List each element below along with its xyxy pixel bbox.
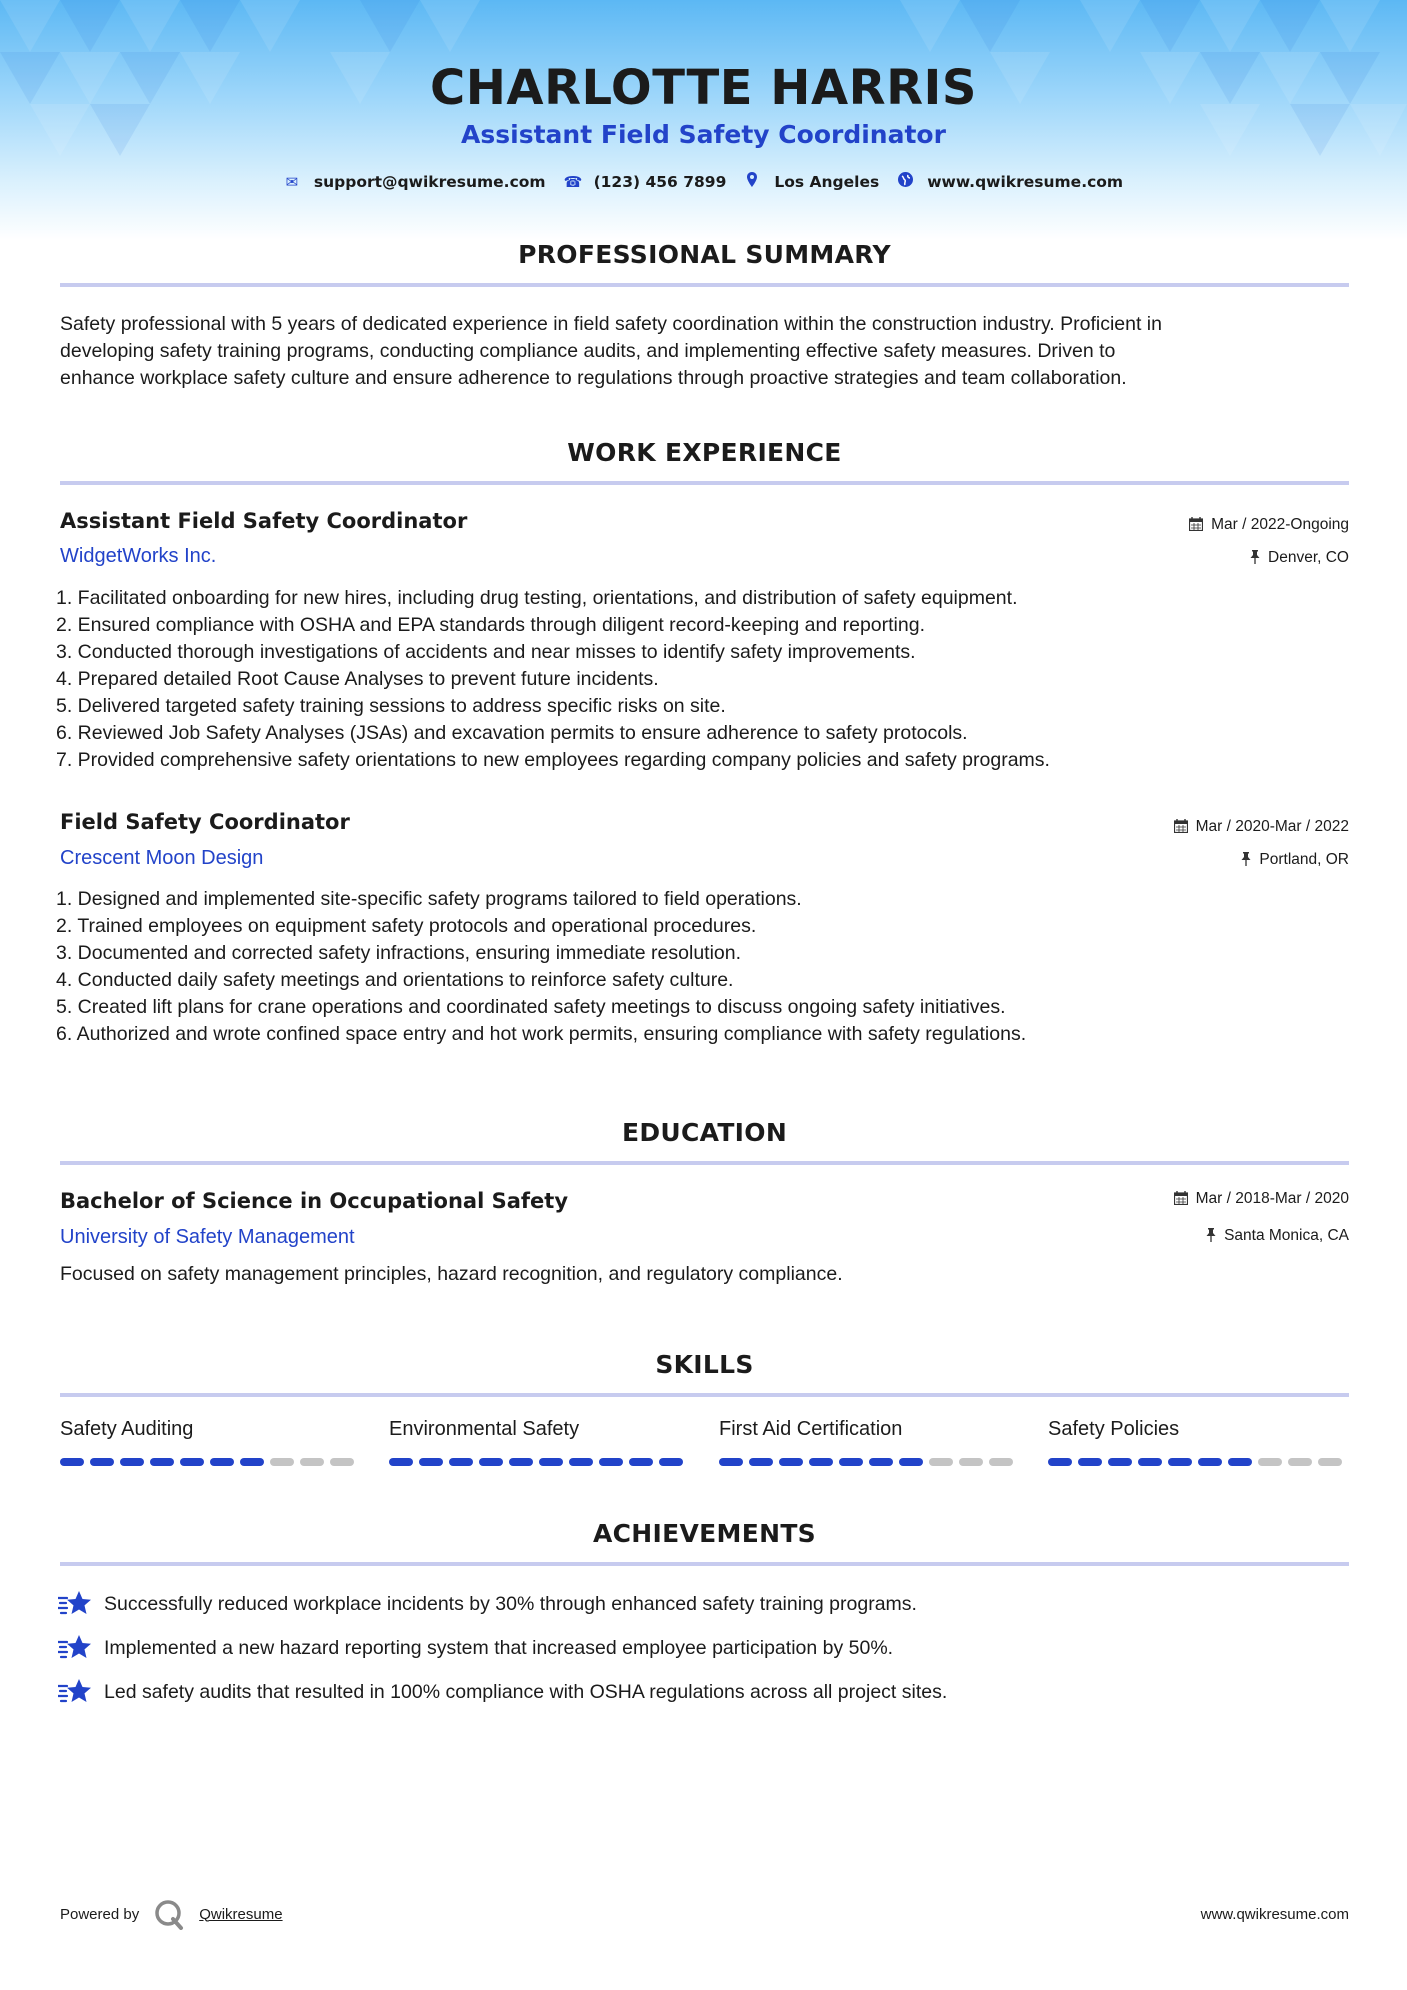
education-description: Focused on safety management principles, hazard recognition, and regulatory compliance.: [60, 1263, 843, 1285]
qwikresume-logo-icon: [153, 1898, 185, 1930]
skill-level-bar: [1048, 1458, 1348, 1466]
skill-item: [1048, 1418, 1348, 1466]
job-bullets: [56, 886, 1346, 1048]
map-pin-icon: [744, 172, 760, 191]
skill-segment-empty: [929, 1458, 953, 1466]
skill-name: Safety Policies: [1048, 1418, 1180, 1440]
summary-text: [60, 311, 1349, 392]
skill-name: Safety Auditing: [60, 1418, 194, 1440]
skill-segment-filled: [1168, 1458, 1192, 1466]
section-divider: [60, 481, 1349, 485]
skill-segment-filled: [1108, 1458, 1132, 1466]
skill-level-bar: [389, 1458, 689, 1466]
dates-text: Mar / 2020-Mar / 2022: [1195, 818, 1349, 835]
job-bullets: [56, 585, 1346, 774]
skill-segment-empty: [300, 1458, 324, 1466]
skill-item: [60, 1418, 360, 1466]
skill-segment-filled: [629, 1458, 653, 1466]
skill-segment-filled: [1138, 1458, 1162, 1466]
pushpin-icon: [1250, 550, 1260, 567]
list-item: 1. Designed and implemented site-specific safety programs tailored to field operations.: [56, 888, 802, 910]
summary-line: Safety professional with 5 years of dedicated experience in field safety coordination within the construction industry. Proficient in: [60, 313, 1162, 335]
phone-text: (123) 456 7899: [593, 172, 727, 191]
skill-segment-empty: [1288, 1458, 1312, 1466]
skill-segment-filled: [1198, 1458, 1222, 1466]
list-item: 5. Created lift plans for crane operations and coordinated safety meetings to discuss ongoing safety initiatives.: [56, 996, 1006, 1018]
list-item: 5. Delivered targeted safety training sessions to address specific risks on site.: [56, 695, 726, 717]
contact-email[interactable]: [284, 173, 546, 191]
skill-segment-filled: [599, 1458, 623, 1466]
achievement-text: Successfully reduced workplace incidents by 30% through enhanced safety training programs.: [104, 1592, 917, 1615]
education-location: [1206, 1227, 1349, 1245]
skill-segment-filled: [479, 1458, 503, 1466]
qwikresume-link[interactable]: Qwikresume: [199, 1905, 283, 1923]
list-item: 3. Documented and corrected safety infractions, ensuring immediate resolution.: [56, 942, 742, 964]
education-section-title: EDUCATION: [621, 1118, 788, 1147]
list-item: 4. Prepared detailed Root Cause Analyses to prevent future incidents.: [56, 668, 659, 690]
list-item: 1. Facilitated onboarding for new hires, including drug testing, orientations, and distribution of safety equipment.: [56, 587, 1018, 609]
job-dates: [1174, 818, 1349, 836]
skill-segment-empty: [1318, 1458, 1342, 1466]
skill-segment-empty: [959, 1458, 983, 1466]
skill-segment-filled: [809, 1458, 833, 1466]
skill-segment-empty: [330, 1458, 354, 1466]
skill-segment-filled: [240, 1458, 264, 1466]
skill-name: First Aid Certification: [719, 1418, 903, 1440]
skill-segment-filled: [60, 1458, 84, 1466]
list-item: 3. Conducted thorough investigations of accidents and near misses to identify safety improvements.: [56, 641, 916, 663]
list-item: 4. Conducted daily safety meetings and orientations to reinforce safety culture.: [56, 969, 734, 991]
skill-segment-filled: [719, 1458, 743, 1466]
skill-segment-filled: [150, 1458, 174, 1466]
candidate-role: Assistant Field Safety Coordinator: [461, 120, 946, 149]
location-text: Los Angeles: [774, 172, 880, 191]
degree-title: Bachelor of Science in Occupational Safety: [60, 1189, 569, 1213]
skill-segment-filled: [1048, 1458, 1072, 1466]
skill-segment-filled: [839, 1458, 863, 1466]
list-item: 6. Reviewed Job Safety Analyses (JSAs) and excavation permits to ensure adherence to safety protocols.: [56, 722, 968, 744]
dates-text: Mar / 2022-Ongoing: [1211, 516, 1349, 533]
summary-line: developing safety training programs, conducting compliance audits, and implementing effective safety measures. Driven to: [60, 340, 1116, 362]
achievements-section-title: ACHIEVEMENTS: [593, 1519, 816, 1548]
section-divider: [60, 1393, 1349, 1397]
skill-segment-filled: [419, 1458, 443, 1466]
list-item: 2. Ensured compliance with OSHA and EPA standards through diligent record-keeping and reporting.: [56, 614, 925, 636]
contact-phone[interactable]: [564, 173, 727, 191]
job-dates: [1189, 516, 1349, 534]
calendar-icon: [1189, 517, 1203, 534]
skill-segment-filled: [449, 1458, 473, 1466]
star-icon: [58, 1677, 92, 1707]
contact-location: [744, 172, 879, 191]
email-text: support@qwikresume.com: [313, 172, 546, 191]
skill-segment-filled: [389, 1458, 413, 1466]
skill-segment-filled: [779, 1458, 803, 1466]
list-item: 6. Authorized and wrote confined space entry and hot work permits, ensuring compliance with safety regulations.: [56, 1023, 1027, 1045]
experience-section-title: WORK EXPERIENCE: [567, 438, 842, 467]
star-icon: [58, 1589, 92, 1619]
skill-segment-filled: [180, 1458, 204, 1466]
education-dates: [1174, 1190, 1349, 1208]
achievement-text: Implemented a new hazard reporting system that increased employee participation by 50%.: [104, 1636, 894, 1659]
section-divider: [60, 283, 1349, 287]
achievement-item: [58, 1589, 917, 1619]
job-title: Assistant Field Safety Coordinator: [60, 509, 468, 533]
contact-website[interactable]: [897, 172, 1123, 191]
skill-segment-filled: [869, 1458, 893, 1466]
dates-text: Mar / 2018-Mar / 2020: [1195, 1190, 1349, 1207]
skill-name: Environmental Safety: [389, 1418, 580, 1440]
location-text: Denver, CO: [1268, 549, 1349, 566]
skill-segment-filled: [90, 1458, 114, 1466]
skill-segment-filled: [899, 1458, 923, 1466]
skill-segment-empty: [1258, 1458, 1282, 1466]
skill-segment-empty: [270, 1458, 294, 1466]
skill-segment-filled: [1228, 1458, 1252, 1466]
list-item: 2. Trained employees on equipment safety protocols and operational procedures.: [56, 915, 757, 937]
website-text: www.qwikresume.com: [927, 172, 1124, 191]
job-title: Field Safety Coordinator: [60, 810, 350, 834]
section-divider: [60, 1562, 1349, 1566]
summary-section-title: PROFESSIONAL SUMMARY: [518, 240, 891, 269]
skill-segment-filled: [210, 1458, 234, 1466]
achievement-item: [58, 1677, 947, 1707]
contact-bar: [0, 172, 1407, 191]
job-location: [1250, 549, 1349, 567]
calendar-icon: [1174, 819, 1188, 836]
pushpin-icon: [1241, 852, 1251, 869]
calendar-icon: [1174, 1191, 1188, 1208]
skills-section-title: SKILLS: [655, 1350, 754, 1379]
skill-level-bar: [60, 1458, 360, 1466]
footer-powered-by: [60, 1898, 283, 1930]
skill-segment-empty: [989, 1458, 1013, 1466]
phone-icon: ☎: [563, 172, 583, 191]
section-divider: [60, 1161, 1349, 1165]
skill-item: [389, 1418, 689, 1466]
school-name[interactable]: University of Safety Management: [60, 1226, 355, 1248]
footer-website[interactable]: www.qwikresume.com: [1200, 1906, 1349, 1923]
star-icon: [58, 1633, 92, 1663]
pushpin-icon: [1206, 1228, 1216, 1245]
skill-segment-filled: [120, 1458, 144, 1466]
envelope-icon: ✉: [285, 172, 299, 191]
skill-level-bar: [719, 1458, 1019, 1466]
skill-segment-filled: [569, 1458, 593, 1466]
company-name[interactable]: Crescent Moon Design: [60, 847, 264, 869]
skill-item: [719, 1418, 1019, 1466]
globe-icon: [897, 172, 913, 191]
location-text: Portland, OR: [1259, 851, 1349, 868]
skill-segment-filled: [1078, 1458, 1102, 1466]
summary-line: enhance workplace safety culture and ensure adherence to regulations through proactive strategies and team collaboration.: [60, 367, 1127, 389]
achievement-item: [58, 1633, 893, 1663]
skill-segment-filled: [539, 1458, 563, 1466]
resume-header: [0, 0, 1407, 240]
powered-by-label: Powered by: [60, 1905, 140, 1923]
skill-segment-filled: [659, 1458, 683, 1466]
achievement-text: Led safety audits that resulted in 100% compliance with OSHA regulations across all project sites.: [104, 1680, 948, 1703]
skill-segment-filled: [749, 1458, 773, 1466]
skill-segment-filled: [509, 1458, 533, 1466]
location-text: Santa Monica, CA: [1224, 1227, 1349, 1244]
list-item: 7. Provided comprehensive safety orientations to new employees regarding company policies and safety programs.: [56, 749, 1050, 771]
candidate-name: CHARLOTTE HARRIS: [430, 60, 977, 116]
company-name[interactable]: WidgetWorks Inc.: [60, 545, 217, 567]
job-location: [1241, 851, 1349, 869]
